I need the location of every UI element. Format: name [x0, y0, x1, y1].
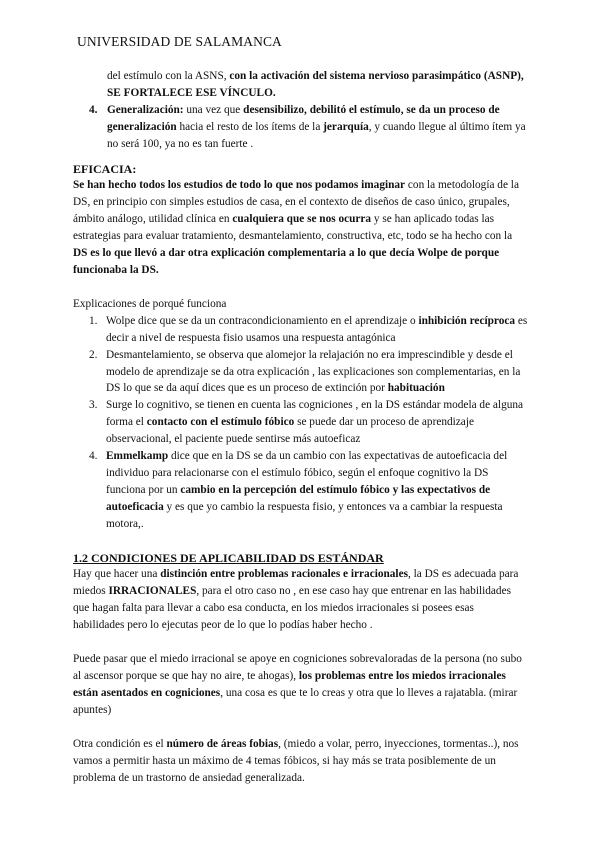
text-span: con la metodología de la DS, en principio con simples estudios de casa, en el contexto de diseños de caso único, grupales, ámbito análogo, utilidad clínica en: [73, 179, 519, 226]
bold-span: desensibilizo, debilitó el estímulo, se da un proceso de generalización: [107, 103, 500, 133]
bold-span: Generalización:: [107, 103, 184, 116]
section-heading: 1.2 CONDICIONES DE APLICABILIDAD DS ESTÁNDAR: [73, 550, 384, 565]
list-number: 3.: [89, 399, 98, 412]
explicaciones-intro: Explicaciones de porqué funciona: [73, 297, 227, 310]
text-span: , (miedo a volar, perro, inyecciones, tormentas..), nos vamos a permitir hasta un máximo de 4 temas fóbicos, si hay más se trata posiblemente de un problema de un trastorno de ansiedad generalizada.: [73, 737, 519, 784]
document-body: [73, 68, 528, 786]
list-item: [73, 448, 528, 533]
text-span: , y cuando llegue al último ítem ya no será 100, ya no es tan fuerte .: [107, 120, 526, 150]
bold-span: Se han hecho todos los estudios de todo lo que nos podamos imaginar: [73, 179, 406, 192]
list-text: [106, 313, 528, 347]
bold-span: IRRACIONALES: [108, 585, 197, 598]
text-span: se puede dar un proceso de aprendizaje observacional, el paciente puede sentirse más autoeficaz: [106, 416, 474, 446]
list-text: [107, 102, 528, 153]
bold-span: inhibición recíproca: [418, 314, 516, 327]
text-span: es decir a nivel de respuesta fisio usamos una respuesta antagónica: [106, 314, 528, 344]
list-item: [73, 313, 528, 347]
bold-span: número de áreas fobias: [166, 737, 279, 750]
text-span: Surge lo cognitivo, se tienen en cuenta las cogniciones , en la DS estándar modela de alguna forma el: [106, 399, 524, 429]
text-span: Wolpe dice que se da un contracondicionamiento en el aprendizaje o: [106, 314, 419, 327]
list-number: 4.: [89, 450, 98, 463]
text-span: Otra condición es el: [73, 737, 167, 750]
continuation-paragraph: [73, 68, 528, 102]
text-span: y es que yo cambio la respuesta fisio, y entonces va a cambiar la respuesta motora,.: [106, 500, 503, 530]
list-text: [106, 347, 528, 398]
bold-span: cualquiera que se nos ocurra: [232, 213, 372, 226]
eficacia-title: EFICACIA:: [73, 161, 137, 176]
bold-span: Emmelkamp: [106, 450, 169, 463]
bold-span: habituación: [387, 382, 445, 395]
list-text: [106, 448, 528, 533]
text-span: dice que en la DS se da un cambio con las expectativas de autoeficacia del individuo para relacionarse con el estímulo fóbico, según el enfoque cognitivo la DS funciona por un: [106, 450, 508, 496]
bold-span: contacto con el estímulo fóbico: [146, 416, 295, 429]
text-span: , para el otro caso no , en ese caso hay que entrenar en las habilidades que hagan falta para llevar a cabo esa conducta, en los miedos irracionales si posees esas habilidades pero lo ejecutas peor de lo que lo podías haber hecho .: [73, 585, 511, 632]
text-span: Puede pasar que el miedo irracional se apoye en cogniciones sobrevaloradas de la persona (no subo al ascensor porque se que hay no aire, te ahogas),: [73, 653, 522, 682]
bold-span: con la activación del sistema nervioso parasimpático (ASNP), SE FORTALECE ESE VÍNCULO.: [107, 70, 524, 99]
text-span: , la DS es adecuada para miedos: [73, 568, 519, 598]
paragraph: [73, 651, 528, 719]
paragraph: [73, 736, 528, 787]
bold-span: cambio en la percepción del estímulo fóbico y las expectativos de autoeficacia: [106, 483, 491, 513]
page-header: UNIVERSIDAD DE SALAMANCA: [77, 34, 282, 49]
text-span: una vez que: [183, 103, 244, 116]
paragraph: [73, 566, 528, 634]
text-span: del estímulo con la ASNS,: [107, 70, 230, 82]
list-item: [73, 347, 528, 398]
text-span: Desmantelamiento, se observa que alomejor la relajación no era imprescindible y desde el modelo de aprendizaje se da otra explicación , las explicaciones son complementarias, en la DS lo que se da aquí dices que es un proceso de extinción por: [106, 348, 521, 395]
explicaciones-list: [73, 313, 528, 533]
bold-span: distinción entre problemas racionales e irracionales: [160, 568, 408, 581]
text-span: y se han aplicado todas las estrategias para evaluar tratamiento, desmantelamiento, constructiva, etc, todo se ha hecho con la: [73, 213, 513, 243]
list-item: [73, 397, 528, 448]
list-item-generalizacion: [73, 102, 528, 153]
list-text: [106, 397, 528, 448]
list-number: 2.: [89, 348, 98, 361]
bold-span: los problemas entre los miedos irracionales están asentados en cogniciones: [73, 670, 506, 699]
text-span: , una cosa es que te lo creas y otra que lo lleves a rajatabla. (mirar apuntes): [73, 686, 518, 716]
list-number: 1.: [89, 314, 98, 327]
bold-span: jerarquía: [323, 120, 369, 133]
text-span: hacia el resto de los ítems de la: [176, 120, 324, 133]
list-number: 4.: [89, 103, 98, 116]
eficacia-paragraph: [73, 177, 528, 278]
text-span: Hay que hacer una: [73, 568, 161, 581]
bold-span: DS es lo que llevó a dar otra explicación complementaria a lo que decía Wolpe de porque funcionaba la DS.: [73, 247, 500, 276]
